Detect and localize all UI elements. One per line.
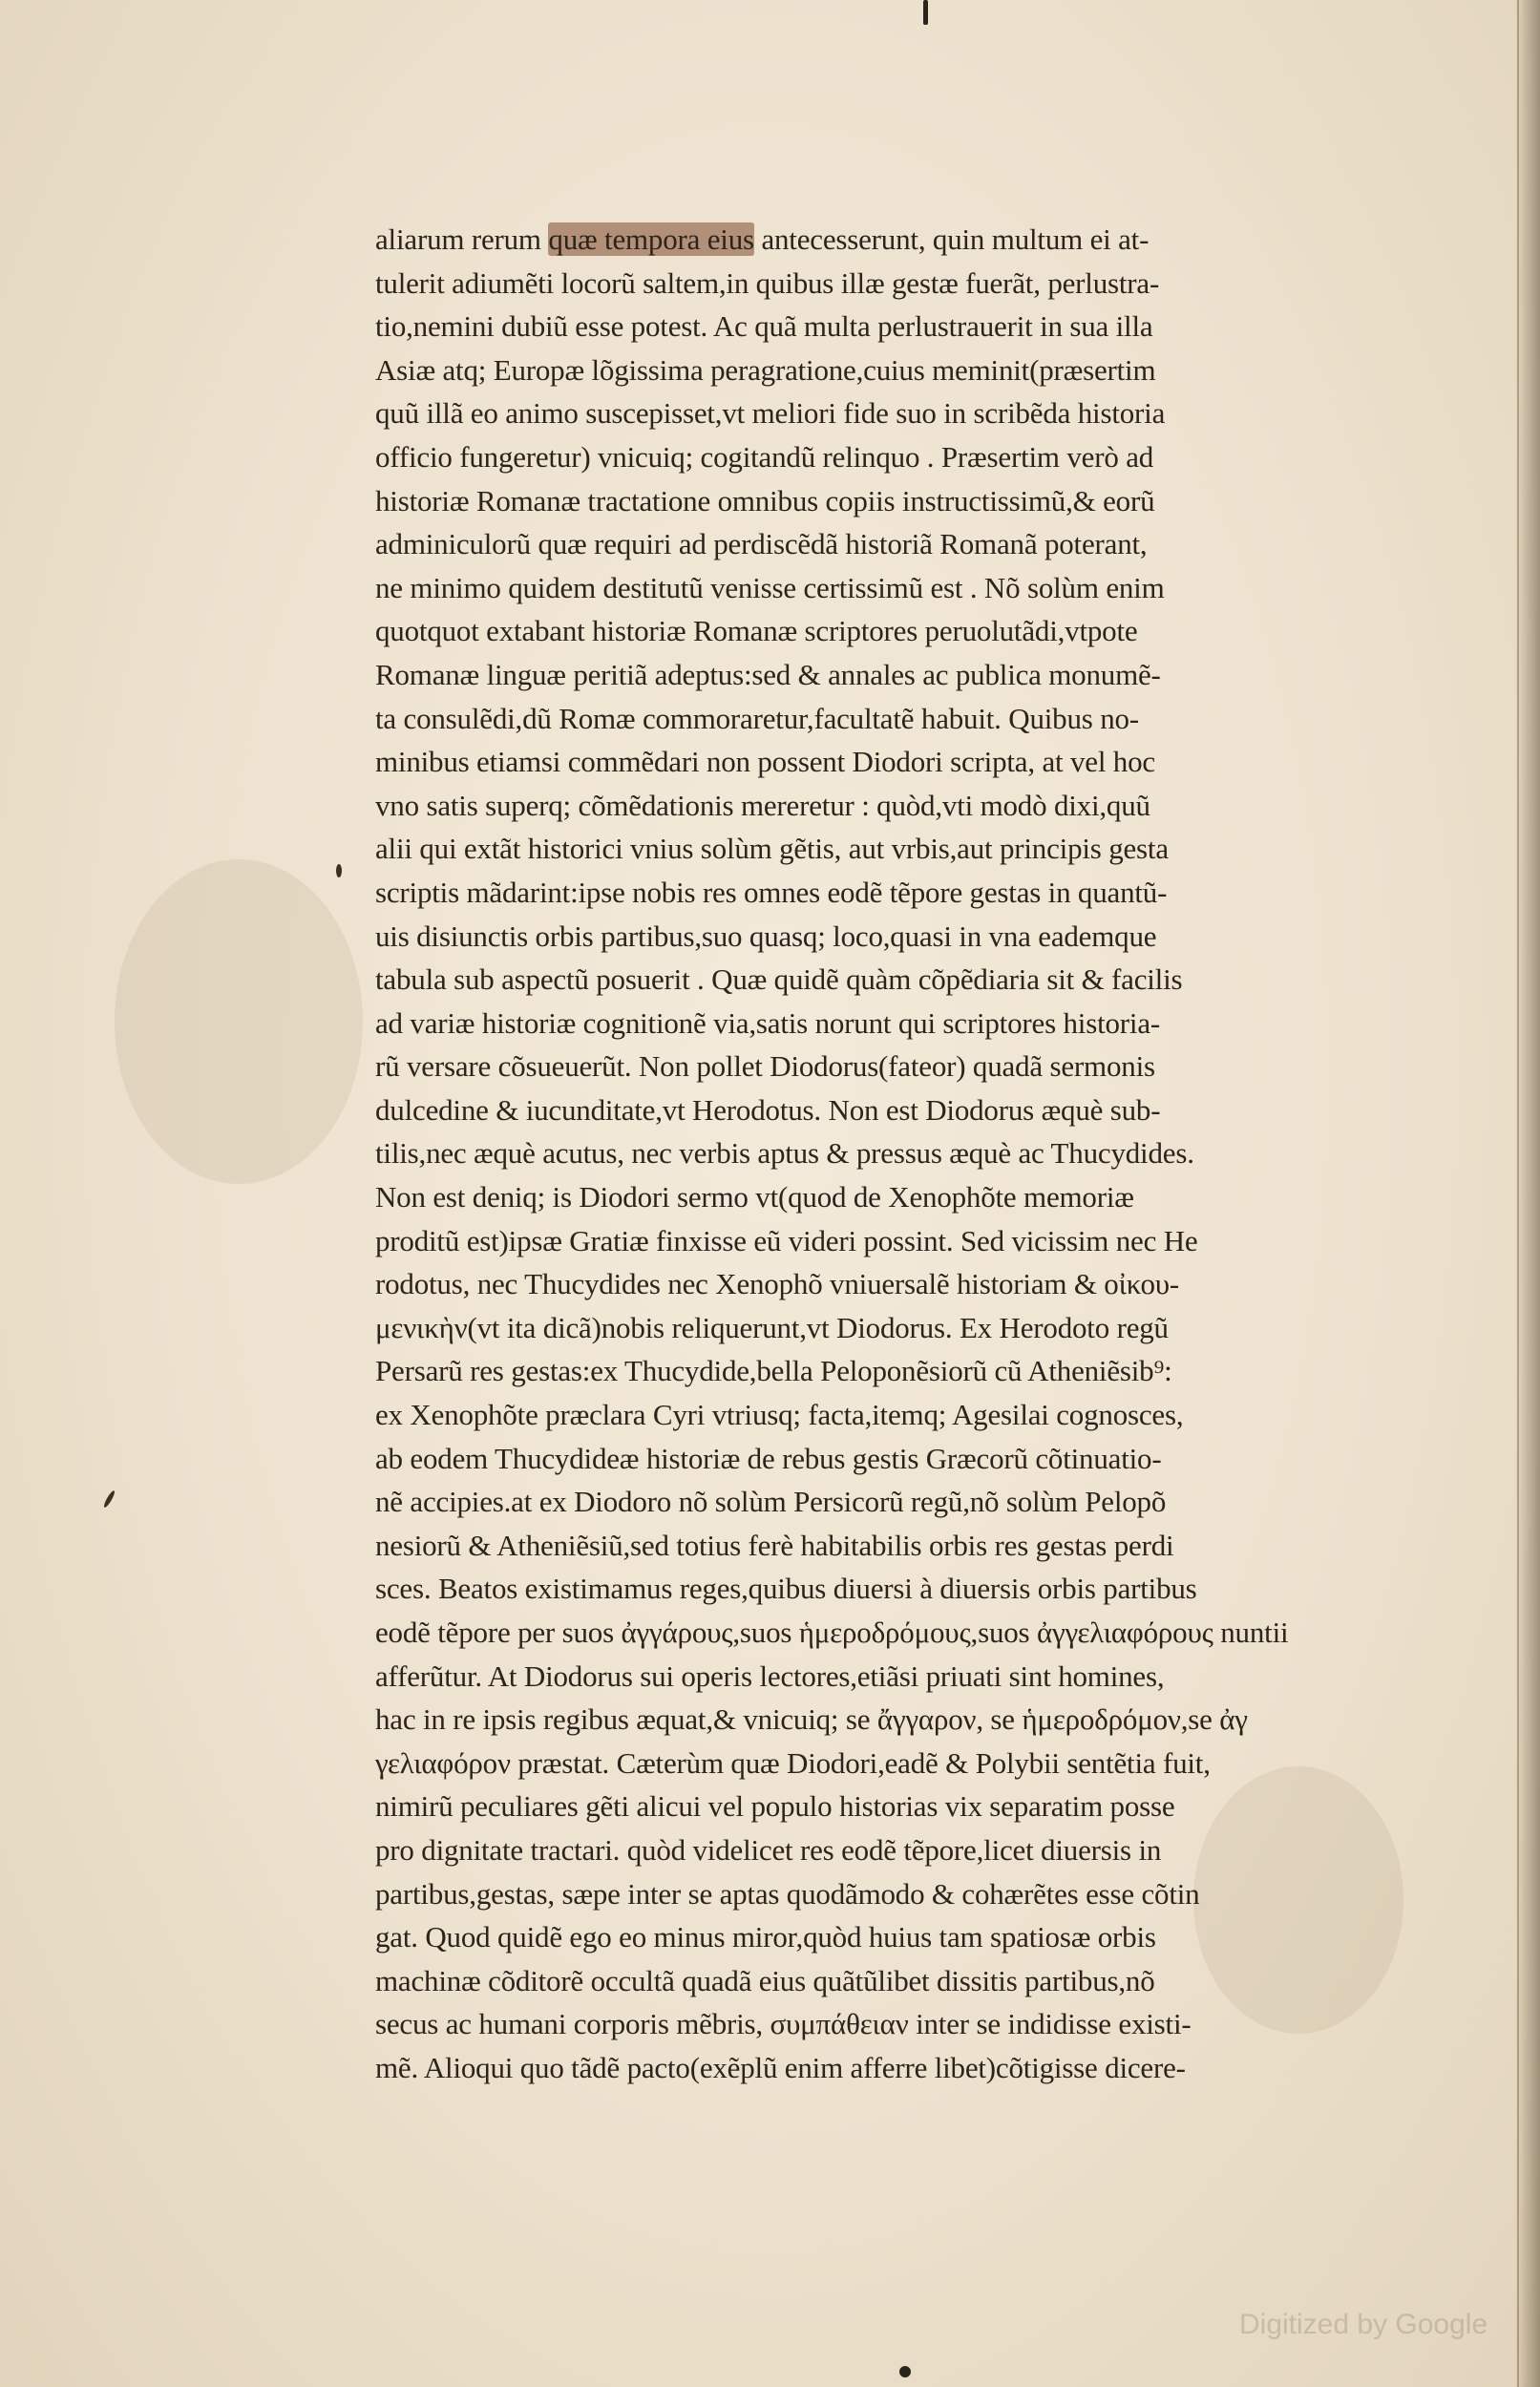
digitization-watermark: Digitized by Google [1239, 2309, 1488, 2340]
text-line: ta consulẽdi,dũ Romæ commoraretur,facultatẽ habuit. Quibus no- [375, 701, 1139, 735]
text-line: tilis,nec æquè acutus, nec verbis aptus & pressus æquè ac Thucydides. [375, 1136, 1194, 1171]
text-line: Persarũ res gestas:ex Thucydide,bella Peloponẽsiorũ cũ Atheniẽsib⁹: [375, 1354, 1172, 1388]
text-line: minibus etiamsi commẽdari non possent Diodori scripta, at vel hoc [375, 745, 1155, 779]
text-line: quotquot extabant historiæ Romanæ scriptores peruolutãdi,vtpote [375, 614, 1138, 648]
text-line: γελιαφόρον præstat. Cæterùm quæ Diodori,eadẽ & Polybii sentẽtia fuit, [375, 1745, 1211, 1780]
text-line: gat. Quod quidẽ ego eo minus miror,quòd huius tam spatiosæ orbis [375, 1920, 1156, 1954]
text-line: historiæ Romanæ tractatione omnibus copiis instructissimũ,& eorũ [375, 483, 1155, 518]
text-line: quũ illã eo animo suscepisset,vt meliori fide suo in scribẽda historia [375, 396, 1166, 431]
text-line: pro dignitate tractari. quòd videlicet res eodẽ tẽpore,licet diuersis in [375, 1832, 1162, 1867]
text-line: proditũ est)ipsæ Gratiæ finxisse eũ videri possint. Sed vicissim nec He [375, 1223, 1198, 1257]
text-line-highlighted: aliarum rerum quæ tempora eius antecesserunt, quin multum ei at- [375, 222, 1150, 256]
text-line: rũ versare cõsueuerũt. Non pollet Diodorus(fateor) quadã sermonis [375, 1049, 1155, 1084]
text-line: Romanæ linguæ peritiã adeptus:sed & annales ac publica monumẽ- [375, 657, 1161, 691]
text-line: dulcedine & iucunditate,vt Herodotus. Non est Diodorus æquè sub- [375, 1092, 1161, 1127]
text-line: alii qui extãt historici vnius solùm gẽtis, aut vrbis,aut principis gesta [375, 832, 1169, 866]
text-line: nesiorũ & Atheniẽsiũ,sed totius ferè habitabilis orbis res gestas perdi [375, 1528, 1174, 1562]
text-line: ex Xenophõte præclara Cyri vtriusq; facta,itemq; Agesilai cognosces, [375, 1398, 1184, 1432]
text-line: tio,nemini dubiũ esse potest. Ac quã multa perlustrauerit in sua illa [375, 309, 1153, 344]
text-line: ab eodem Thucydideæ historiæ de rebus gestis Græcorũ cõtinuatio- [375, 1441, 1162, 1475]
top-ink-mark [923, 0, 928, 25]
text-line: Non est deniq; is Diodori sermo vt(quod de Xenophõte memoriæ [375, 1180, 1134, 1215]
paper-stain [115, 859, 363, 1184]
bottom-ink-mark [899, 2366, 911, 2377]
text-line: uis disiunctis orbis partibus,suo quasq; loco,quasi in vna eademque [375, 919, 1157, 953]
text-line: scriptis mãdarint:ipse nobis res omnes eodẽ tẽpore gestas in quantũ- [375, 875, 1168, 909]
text-line: rodotus, nec Thucydides nec Xenophõ vniuersalẽ historiam & οἰκου- [375, 1267, 1180, 1301]
margin-ink-mark [102, 1489, 116, 1509]
margin-ink-mark [336, 864, 342, 877]
text-line: ad variæ historiæ cognitionẽ via,satis norunt qui scriptores historia- [375, 1005, 1161, 1040]
text-line: afferũtur. At Diodorus sui operis lectores,etiãsi priuati sint homines, [375, 1658, 1165, 1693]
text-line: eodẽ tẽpore per suos ἀγγάρους,suos ἡμεροδρόμους,suos ἀγγελιαφόρους nuntii [375, 1616, 1289, 1649]
text-line: nimirũ peculiares gẽti alicui vel populo historias vix separatim posse [375, 1789, 1175, 1824]
body-text [375, 218, 1299, 2090]
text-line: partibus,gestas, sæpe inter se aptas quodãmodo & cohærẽtes esse cõtin [375, 1876, 1200, 1911]
text-line: tabula sub aspectũ posuerit . Quæ quidẽ quàm cõpẽdiaria sit & facilis [375, 962, 1183, 997]
text-line: mẽ. Alioqui quo tãdẽ pacto(exẽplũ enim afferre libet)cõtigisse dicere- [375, 2050, 1186, 2084]
page-edge-line [1517, 0, 1519, 2387]
highlighted-phrase: quæ tempora eius [548, 222, 754, 256]
text-line: ne minimo quidem destitutũ venisse certissimũ est . Nõ solùm enim [375, 570, 1165, 604]
text-line: adminiculorũ quæ requiri ad perdiscẽdã historiã Romanã poterant, [375, 527, 1148, 561]
text-line: officio fungeretur) vnicuiq; cogitandũ relinquo . Præsertim verò ad [375, 439, 1154, 474]
text-line: tulerit adiumẽti locorũ saltem,in quibus illæ gestæ fuerãt, perlustra- [375, 265, 1160, 300]
text-line: μενικὴν(vt ita dicã)nobis reliquerunt,vt Diodorus. Ex Herodoto regũ [375, 1310, 1169, 1344]
text-line: sces. Beatos existimamus reges,quibus diuersi à diuersis orbis partibus [375, 1572, 1197, 1606]
text-line: vno satis superq; cõmẽdationis mereretur : quòd,vti modò dixi,quũ [375, 788, 1150, 822]
text-line: secus ac humani corporis mẽbris, συμπάθειαν inter se indidisse existi- [375, 2007, 1192, 2041]
text-line: nẽ accipies.at ex Diodoro nõ solùm Persicorũ regũ,nõ solùm Pelopõ [375, 1485, 1167, 1519]
text-line: hac in re ipsis regibus æquat,& vnicuiq; se ἄγγαρον, se ἡμεροδρόμον,se ἀγ [375, 1702, 1248, 1737]
text-line: Asiæ atq; Europæ lõgissima peragratione,cuius meminit(præsertim [375, 352, 1156, 387]
text-line: machinæ cõditorẽ occultã quadã eius quãtũlibet dissitis partibus,nõ [375, 1963, 1155, 1997]
